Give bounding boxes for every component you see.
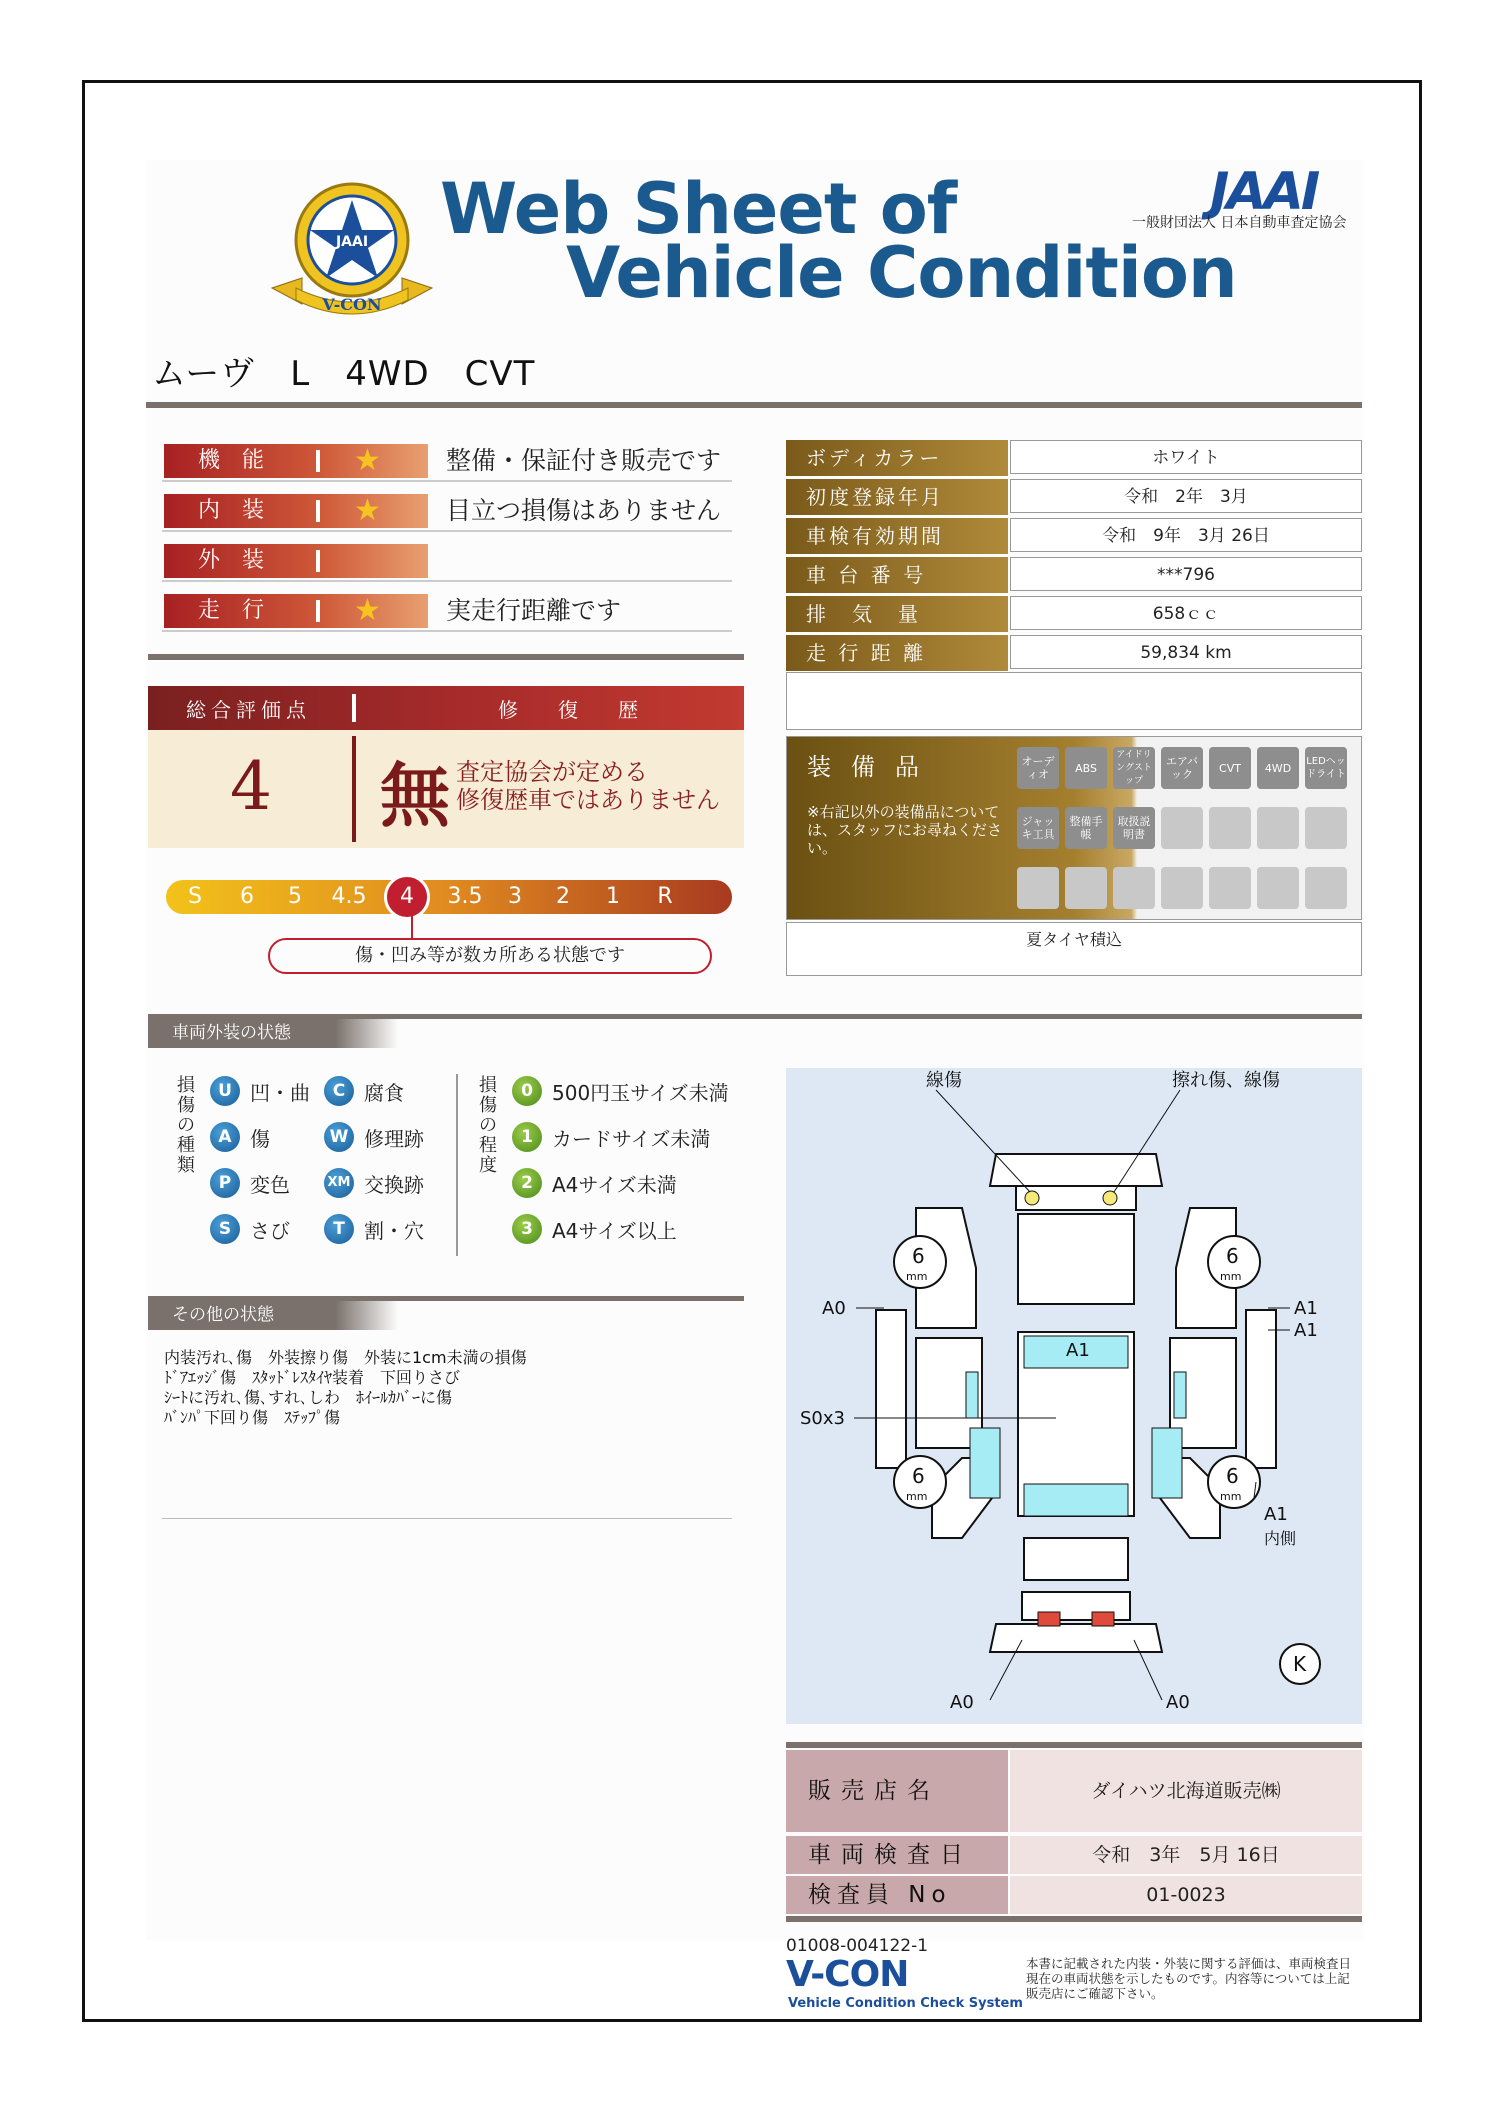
repair-mark: 無 [380,754,450,837]
equip-empty [1065,867,1107,909]
vcon-logo: V-CON [786,1954,909,1995]
badge-W: W [324,1122,354,1152]
inspector-label: 検査員 No [786,1876,1008,1914]
scale-item: 3.5 [447,884,483,909]
scale-item: 4.5 [331,884,367,909]
tire-unit: mm [906,1490,928,1503]
tire-depth-rl: 6 [912,1464,925,1488]
badge-2: 2 [512,1168,542,1198]
scale-item: 2 [556,884,570,909]
spec-value-mileage: 59,834 km [1010,635,1362,669]
spec-label-inspection: 車検有効期間 [786,518,1008,554]
scale-item: R [657,884,673,909]
rating-divider [316,600,320,622]
label-a0-left: A0 [822,1298,846,1319]
other-line: 内装汚れ､傷 外装擦り傷 外装に1cm未満の損傷 [164,1348,527,1367]
equip-idling-stop: アイドリングストップ [1113,747,1155,789]
legend-text: A4サイズ以上 [552,1218,677,1243]
vehicle-name: ムーヴ L 4WD CVT [152,354,536,394]
legend-text: 腐食 [364,1080,404,1105]
rating-text: 実走行距離です [446,596,622,625]
repair-text-line-1: 査定協会が定める [456,758,648,786]
title-line-2: Vehicle Condition [566,232,1237,314]
label-a1-roof: A1 [1066,1340,1090,1361]
rating-rule [148,654,744,660]
equip-empty [1209,867,1251,909]
repair-text [456,758,720,814]
other-conditions [164,1348,527,1428]
equipment-note: ※右記以外の装備品については、スタッフにお尋ねください。 [807,803,1003,857]
rating-label: 外装 [164,544,428,578]
legend-item-A [210,1122,270,1152]
equip-jack-tools: ジャッキ工具 [1017,807,1059,849]
equip-empty [1113,867,1155,909]
vehicle-damage-diagram [786,1068,1362,1724]
header-divider [352,694,356,722]
spec-label-mileage: 走 行 距 離 [786,635,1008,671]
label-a1-right-1: A1 [1294,1298,1318,1319]
shop-label: 販売店名 [786,1750,1008,1832]
repair-text-line-2: 修復歴車ではありません [456,786,720,814]
other-section-title: その他の状態 [148,1300,398,1330]
legend-level-2 [512,1168,677,1198]
rating-text: 整備・保証付き販売です [446,446,722,475]
rating-divider [316,550,320,572]
equip-empty [1017,867,1059,909]
exterior-section-title: 車両外装の状態 [148,1018,398,1048]
legend-item-C [324,1076,404,1106]
scale-pointer [411,914,413,940]
scale-item: S [188,884,202,909]
tire-unit: mm [1220,1490,1242,1503]
other-line: ﾄﾞｱｴｯｼﾞ傷 ｽﾀｯﾄﾞﾚｽﾀｲﾔ装着 下回りさび [164,1368,461,1387]
equip-airbag: エアバック [1161,747,1203,789]
rating-row-mileage [162,586,732,632]
equip-manual: 取扱説明書 [1113,807,1155,849]
badge-3: 3 [512,1214,542,1244]
rating-text: 目立つ損傷はありません [446,496,722,525]
legend-text: 割・穴 [364,1218,424,1243]
label-front-left: 線傷 [926,1070,962,1091]
header-rule [146,402,1362,408]
score-scale [166,880,732,914]
scale-current: 4 [384,874,430,920]
equip-empty [1161,867,1203,909]
spec-value-displacement: 658ｃｃ [1010,596,1362,630]
equip-abs: ABS [1065,747,1107,789]
legend-item-T [324,1214,424,1244]
title-line-1: Web Sheet of [440,168,957,250]
legend-item-XM [324,1168,424,1198]
jaai-org-name: 一般財団法人 日本自動車査定協会 [1132,215,1347,231]
inspector-value: 01-0023 [1010,1876,1362,1914]
legend-text: 交換跡 [364,1172,424,1197]
overall-score: 4 [230,748,272,825]
legend-level-3 [512,1214,677,1244]
badge-P: P [210,1168,240,1198]
legend-text: 500円玉サイズ未満 [552,1080,729,1105]
equip-maintenance-book: 整備手帳 [1065,807,1107,849]
label-a0-rear-left: A0 [950,1692,974,1713]
k-mark: K [1293,1652,1307,1676]
badge-1: 1 [512,1122,542,1152]
legend-text: 修理跡 [364,1126,424,1151]
tire-unit: mm [1220,1270,1242,1283]
equipment-title: 装備品 [807,753,939,781]
spec-value-color: ホワイト [1010,440,1362,474]
spec-label-color: ボディカラー [786,440,1008,476]
badge-C: C [324,1076,354,1106]
damage-level-label: 損傷の程度 [479,1075,497,1176]
badge-A: A [210,1122,240,1152]
equip-empty [1305,807,1347,849]
rating-divider [316,500,320,522]
score-label: 総合評価点 [186,698,311,722]
vcon-emblem [262,176,442,326]
spec-value-chassis: ***796 [1010,557,1362,591]
label-a1-right-2: A1 [1294,1320,1318,1341]
tire-depth-rr: 6 [1226,1464,1239,1488]
label-front-right: 擦れ傷、線傷 [1172,1070,1280,1091]
equip-led-headlight: LEDヘッドライト [1305,747,1347,789]
rating-row-function [162,436,732,482]
legend-text: 変色 [250,1172,290,1197]
badge-XM: XM [324,1168,354,1198]
equipment-remark: 夏タイヤ積込 [786,922,1362,976]
other-line: ﾊﾞﾝﾊﾟ下回り傷 ｽﾃｯﾌﾟ傷 [164,1408,341,1427]
inspection-date-value: 令和 3年 5月 16日 [1010,1836,1362,1874]
legend-divider [456,1074,458,1256]
star-icon: ★ [354,443,381,478]
legend-text: カードサイズ未満 [552,1126,711,1151]
scale-item: 3 [508,884,522,909]
footer-note: 本書に記載された内装・外装に関する評価は、車両検査日現在の車両状態を示したものです。内容等については上記販売店にご確認下さい。 [1026,1956,1352,2001]
star-icon: ★ [354,593,381,628]
equip-cvt: CVT [1209,747,1251,789]
rating-row-exterior [162,536,732,582]
repair-history-label: 修 復 歴 [498,698,648,722]
legend-level-1 [512,1122,710,1152]
jaai-logo: JAAI [1210,162,1318,222]
dealer-bottom-rule [786,1916,1362,1922]
damage-type-label: 損傷の種類 [177,1075,195,1176]
legend-level-0 [512,1076,729,1106]
label-inner: 内側 [1264,1529,1297,1548]
other-bottom-rule [162,1518,732,1519]
tire-unit: mm [906,1270,928,1283]
legend-text: 傷 [250,1126,270,1151]
tire-depth-fl: 6 [912,1244,925,1268]
rating-label: 走行 [164,594,428,628]
badge-T: T [324,1214,354,1244]
emblem-jaai-text: JAAI [335,234,369,250]
emblem-vcon-text: V-CON [322,295,382,314]
badge-S: S [210,1214,240,1244]
equip-empty [1209,807,1251,849]
scale-item: 5 [288,884,302,909]
spec-value-registration: 令和 2年 3月 [1010,479,1362,513]
other-line: ｼｰﾄに汚れ､傷､すれ､しわ ﾎｲｰﾙｶﾊﾞｰに傷 [164,1388,453,1407]
rating-label: 機能 [164,444,428,478]
legend-item-S [210,1214,290,1244]
spec-label-registration: 初度登録年月 [786,479,1008,515]
spec-blank-box [786,672,1362,730]
badge-U: U [210,1076,240,1106]
equip-audio: オーディオ [1017,747,1059,789]
equip-empty [1305,867,1347,909]
legend-text: さび [250,1218,290,1243]
label-s0x3: S0x3 [800,1408,845,1429]
rating-label: 内装 [164,494,428,528]
body-divider [352,736,356,842]
legend-item-W [324,1122,424,1152]
car-outline [786,1068,1362,1724]
overall-header [148,686,744,730]
vcon-subtitle: Vehicle Condition Check System [788,1996,1023,2011]
legend-text: 凹・曲 [250,1080,310,1105]
equip-empty [1257,807,1299,849]
spec-label-chassis: 車 台 番 号 [786,557,1008,593]
spec-label-displacement: 排 気 量 [786,596,1008,632]
label-a1-inner: A1 [1264,1504,1288,1525]
badge-0: 0 [512,1076,542,1106]
rating-divider [316,450,320,472]
tire-depth-fr: 6 [1226,1244,1239,1268]
scale-item: 6 [240,884,254,909]
star-icon: ★ [354,493,381,528]
legend-item-U [210,1076,310,1106]
rating-row-interior [162,486,732,532]
equipment-panel [786,736,1362,920]
sheet-id: 01008-004122-1 [786,1936,929,1956]
legend-text: A4サイズ未満 [552,1172,677,1197]
dealer-top-rule [786,1742,1362,1748]
inspection-date-label: 車両検査日 [786,1836,1008,1874]
scale-description: 傷・凹み等が数カ所ある状態です [268,938,712,974]
overall-body [148,730,744,848]
equip-4wd: 4WD [1257,747,1299,789]
equip-empty [1257,867,1299,909]
legend-item-P [210,1168,290,1198]
shop-value: ダイハツ北海道販売㈱ [1010,1750,1362,1832]
label-a0-rear-right: A0 [1166,1692,1190,1713]
spec-value-inspection: 令和 9年 3月 26日 [1010,518,1362,552]
scale-item: 1 [606,884,620,909]
equip-empty [1161,807,1203,849]
